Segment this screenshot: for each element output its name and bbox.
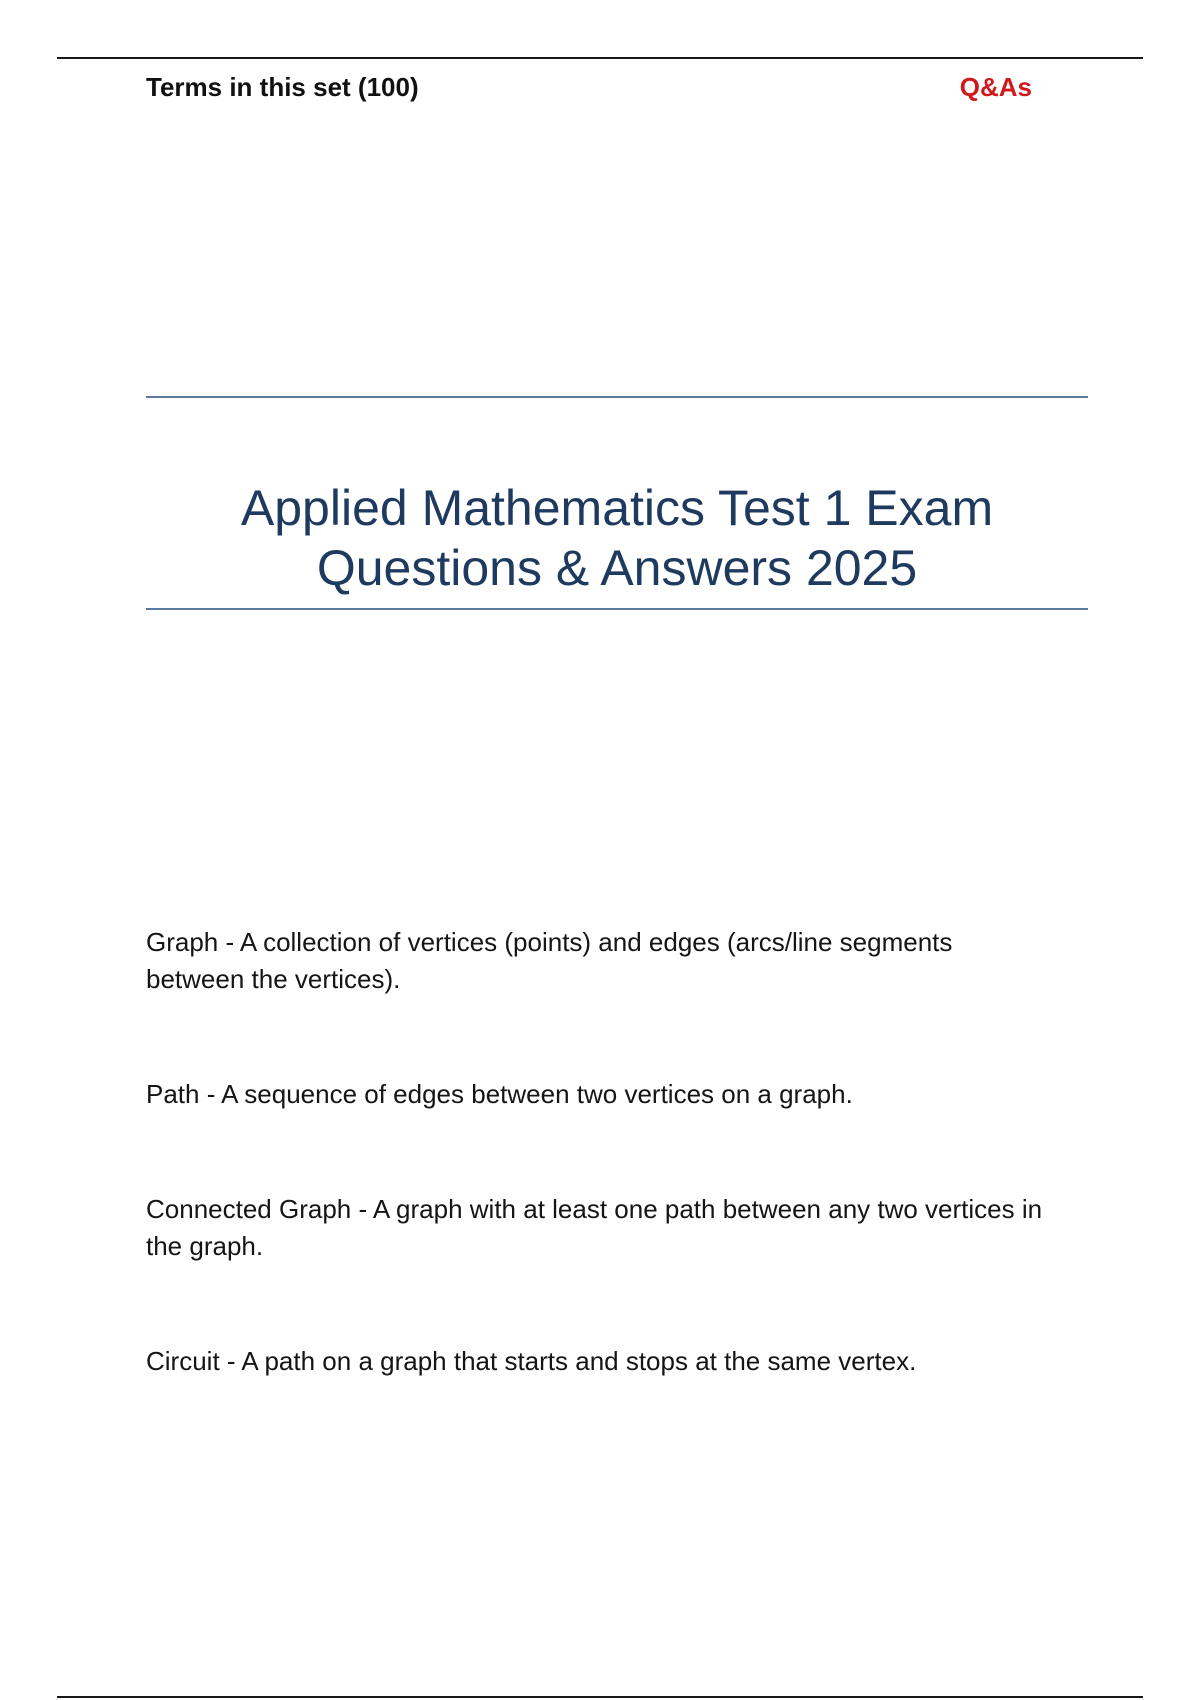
term-path: Path - A sequence of edges between two vertices on a graph. [146,1079,853,1109]
term-circuit: Circuit - A path on a graph that starts and stops at the same vertex. [146,1346,917,1376]
title-line-2: Questions & Answers 2025 [316,540,918,596]
terms-list [146,924,1046,1380]
title-bottom-rule [146,608,1088,610]
term-connected-graph: Connected Graph - A graph with at least one path between any two vertices in the graph. [146,1194,1043,1261]
top-page-rule [57,57,1143,59]
qa-badge: Q&As [959,72,1032,102]
title-line-1: Applied Mathematics Test 1 Exam [240,480,994,536]
terms-count-label: Terms in this set (100) [146,72,419,102]
set-header [146,72,1032,103]
term-graph: Graph - A collection of vertices (points) and edges (arcs/line segments between the vertices). [146,927,953,994]
title-top-rule [146,396,1088,398]
bottom-page-rule [57,1696,1143,1698]
document-title [146,478,1088,598]
